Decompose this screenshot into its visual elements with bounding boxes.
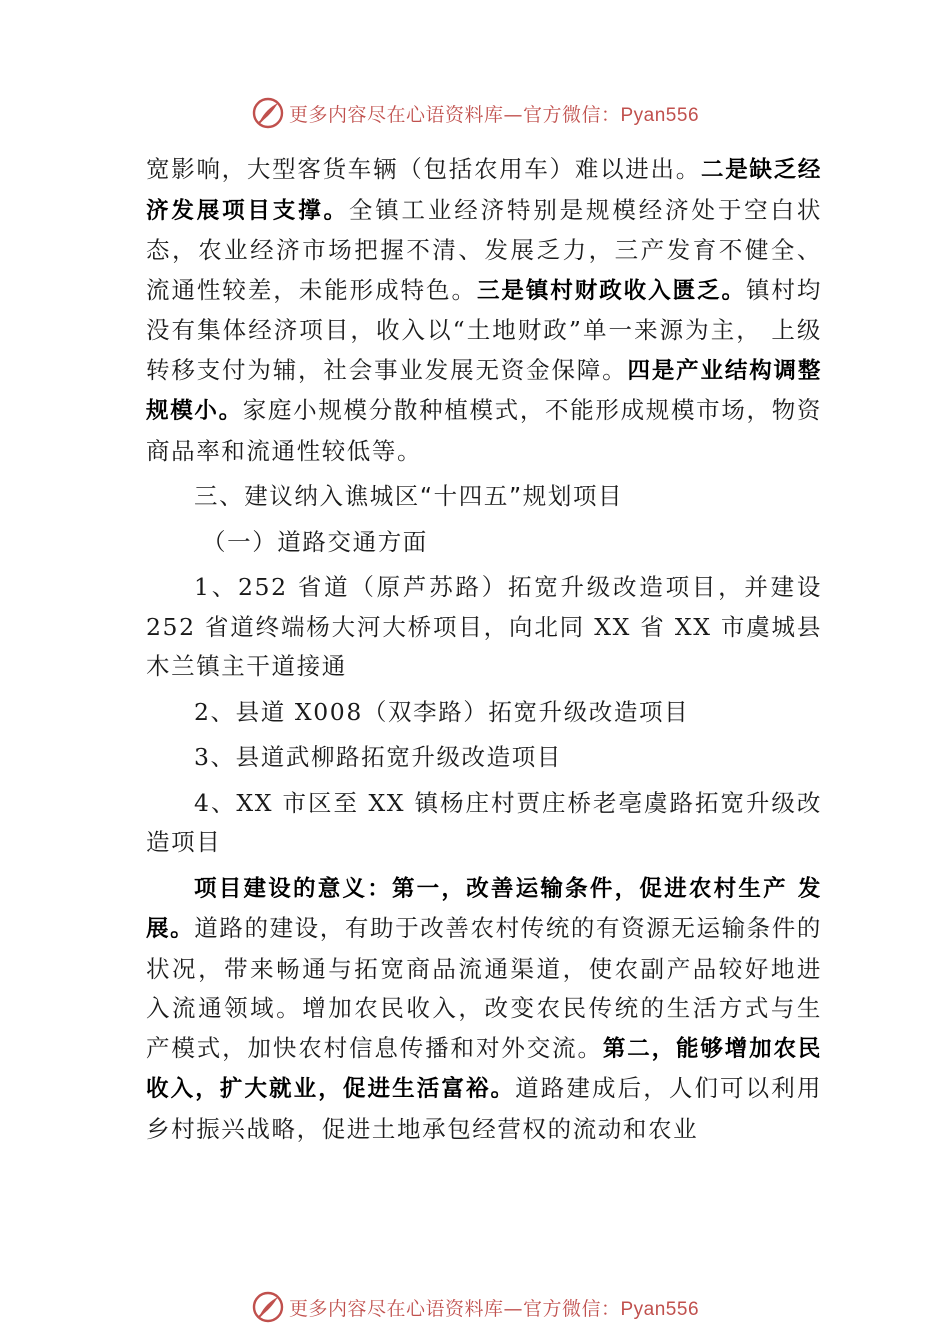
- watermark-text: 更多内容尽在心语资料库—官方微信：Pyan556: [288, 1297, 700, 1320]
- list-item: 1、252 省道（原芦苏路）拓宽升级改造项目，并建设 252 省道终端杨大河大桥项目，向北同 XX 省 XX 市虞城县木兰镇主干道接通: [146, 573, 822, 680]
- document-body: [146, 150, 822, 1149]
- feather-pen-logo-icon: [251, 96, 285, 130]
- feather-pen-logo-icon: [251, 1290, 285, 1324]
- list-item: 4、XX 市区至 XX 镇杨庄村贾庄桥老亳虞路拓宽升级改造项目: [146, 788, 822, 856]
- section-heading: 三、建议纳入谯城区“十四五”规划项目: [194, 482, 624, 510]
- list-item: 3、县道武柳路拓宽升级改造项目: [194, 743, 562, 771]
- list-item: 2、县道 X008（双李路）拓宽升级改造项目: [194, 697, 690, 726]
- paragraph-problems: 宽影响，大型客货车辆（包括农用车）难以进出。二是缺乏经济发展项目支撑。全镇工业经济特别是规模经济处于空白状态，农业经济市场把握不清、发展乏力，三产发育不健全、流通性较差，未能形成特色。三是镇村财政收入匮乏。镇村均没有集体经济项目，收入以“土地财政”单一来源为主， 上级转移支付为辅，社会事业发展无资金保障。四是产业结构调整规模小。家庭小规模分散种植模式，不能形成规模市场，物资商品率和流通性较低等。: [146, 155, 822, 465]
- sub-heading: （一）道路交通方面: [202, 527, 428, 556]
- watermark-text: 更多内容尽在心语资料库—官方微信：Pyan556: [288, 103, 700, 126]
- paragraph-significance: 项目建设的意义：第一，改善运输条件，促进农村生产 发展。道路的建设，有助于改善农村传统的有资源无运输条件的状况，带来畅通与拓宽商品流通渠道，使农副产品较好地进入流通领域。增加农民收入，改变农民传统的生活方式与生产模式，加快农村信息传播和对外交流。第二，能够增加农民收入，扩大就业，促进生活富裕。道路建成后，人们可以利用乡村振兴战略，促进土地承包经营权的流动和农业: [146, 875, 823, 1143]
- watermark-header: [0, 96, 950, 130]
- watermark-footer: [0, 1290, 950, 1324]
